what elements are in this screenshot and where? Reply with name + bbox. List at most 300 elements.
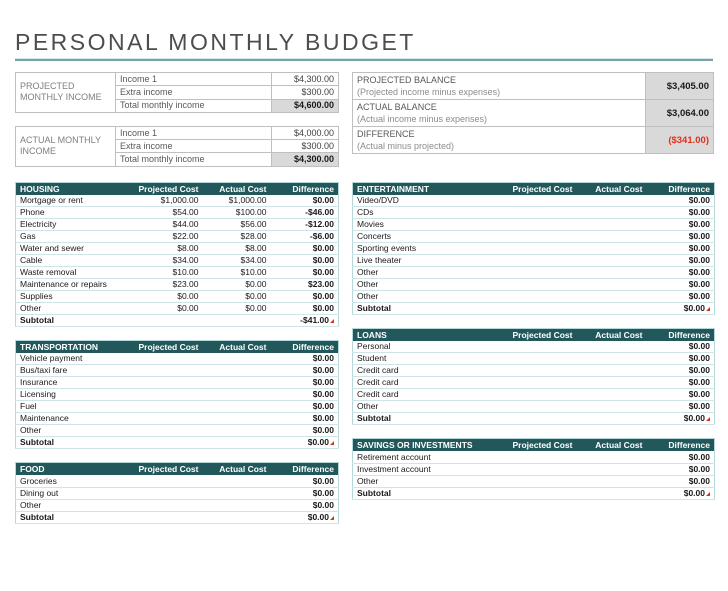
- value-cell[interactable]: $0.00: [647, 255, 715, 267]
- value-cell[interactable]: $0.00: [271, 243, 339, 255]
- category-cell[interactable]: Phone: [16, 207, 134, 219]
- table-row: [16, 303, 339, 315]
- column-header-cell[interactable]: Actual Cost: [203, 341, 271, 354]
- income-item-cell[interactable]: Extra income: [116, 86, 272, 99]
- value-cell[interactable]: [505, 353, 577, 365]
- table-row: [353, 475, 715, 487]
- table-row: [16, 231, 339, 243]
- category-cell[interactable]: Retirement account: [353, 451, 505, 463]
- subtotal-label-cell[interactable]: Subtotal: [16, 315, 134, 327]
- category-cell[interactable]: Maintenance: [16, 413, 134, 425]
- category-cell[interactable]: Dining out: [16, 487, 134, 499]
- subtotal-value-cell[interactable]: [577, 303, 647, 315]
- category-cell[interactable]: Student: [353, 353, 505, 365]
- transportation-table-container: [15, 340, 338, 449]
- value-cell[interactable]: $1,000.00: [134, 195, 203, 207]
- flag-icon: [706, 307, 710, 311]
- column-header-cell[interactable]: Projected Cost: [134, 341, 203, 354]
- header-row: [353, 183, 715, 196]
- table-row: [353, 219, 715, 231]
- value-cell[interactable]: $28.00: [203, 231, 271, 243]
- section-header-cell[interactable]: ENTERTAINMENT: [353, 183, 505, 196]
- value-cell[interactable]: [505, 279, 577, 291]
- balance-label-cell[interactable]: [353, 73, 646, 100]
- page-title: PERSONAL MONTHLY BUDGET: [15, 29, 416, 55]
- category-cell[interactable]: Fuel: [16, 401, 134, 413]
- balance-table: [352, 72, 714, 154]
- balance-difference-cell[interactable]: ($341.00): [646, 127, 714, 154]
- table-row: [16, 195, 339, 207]
- value-cell[interactable]: [203, 353, 271, 365]
- income-item-cell[interactable]: Total monthly income: [116, 153, 272, 166]
- value-cell[interactable]: $0.00: [271, 499, 339, 511]
- column-header-cell[interactable]: Projected Cost: [505, 329, 577, 342]
- value-cell[interactable]: $0.00: [134, 303, 203, 315]
- table-row: [16, 475, 339, 487]
- value-cell[interactable]: [203, 401, 271, 413]
- balance-description: (Projected income minus expenses): [357, 87, 501, 97]
- category-cell[interactable]: Other: [353, 475, 505, 487]
- value-cell[interactable]: $0.00: [271, 365, 339, 377]
- savings-table-container: [352, 438, 714, 499]
- value-cell[interactable]: -$46.00: [271, 207, 339, 219]
- balance-label-cell[interactable]: [353, 127, 646, 154]
- subtotal-label-cell[interactable]: Subtotal: [353, 303, 505, 315]
- category-cell[interactable]: Live theater: [353, 255, 505, 267]
- subtotal-value-cell[interactable]: [577, 413, 647, 425]
- value-cell[interactable]: $0.00: [271, 255, 339, 267]
- income-total-cell[interactable]: $4,600.00: [272, 99, 339, 112]
- value-cell[interactable]: [505, 219, 577, 231]
- table-row: [353, 377, 715, 389]
- value-cell[interactable]: $0.00: [271, 195, 339, 207]
- category-cell[interactable]: Electricity: [16, 219, 134, 231]
- column-header-cell[interactable]: Projected Cost: [134, 463, 203, 476]
- column-header-cell[interactable]: Difference: [271, 463, 339, 476]
- value-cell[interactable]: [203, 365, 271, 377]
- expense-table-entertainment: [352, 182, 715, 315]
- value-cell[interactable]: $0.00: [271, 401, 339, 413]
- balance-value-cell[interactable]: $3,405.00: [646, 73, 714, 100]
- table-row: [16, 255, 339, 267]
- value-cell[interactable]: [505, 341, 577, 353]
- table-row: [16, 389, 339, 401]
- header-row: [16, 183, 339, 196]
- column-header-cell[interactable]: Actual Cost: [577, 329, 647, 342]
- value-cell[interactable]: $0.00: [271, 389, 339, 401]
- section-header-cell[interactable]: SAVINGS OR INVESTMENTS: [353, 439, 505, 452]
- category-cell[interactable]: CDs: [353, 207, 505, 219]
- value-cell[interactable]: [134, 487, 203, 499]
- value-cell[interactable]: [577, 291, 647, 303]
- category-cell[interactable]: Maintenance or repairs: [16, 279, 134, 291]
- balance-section: [352, 72, 714, 182]
- table-row: [16, 207, 339, 219]
- income-value-cell[interactable]: $300.00: [272, 86, 339, 99]
- category-cell[interactable]: Vehicle payment: [16, 353, 134, 365]
- subtotal-label-cell[interactable]: Subtotal: [353, 413, 505, 425]
- value-cell[interactable]: $0.00: [647, 365, 715, 377]
- value-cell[interactable]: [577, 243, 647, 255]
- value-cell[interactable]: $0.00: [647, 463, 715, 475]
- value-cell[interactable]: [577, 255, 647, 267]
- value-cell[interactable]: $0.00: [647, 341, 715, 353]
- value-cell[interactable]: $1,000.00: [203, 195, 271, 207]
- value-cell[interactable]: $0.00: [271, 267, 339, 279]
- loans-table-container: [352, 328, 714, 425]
- value-cell[interactable]: [134, 425, 203, 437]
- subtotal-value-cell[interactable]: $0.00: [271, 511, 339, 523]
- table-row: [16, 401, 339, 413]
- category-cell[interactable]: Waste removal: [16, 267, 134, 279]
- value-cell[interactable]: [134, 413, 203, 425]
- table-row: [16, 365, 339, 377]
- subtotal-value-cell[interactable]: $0.00: [271, 437, 339, 449]
- section-header-cell[interactable]: LOANS: [353, 329, 505, 342]
- expense-table-housing: [15, 182, 339, 327]
- value-cell[interactable]: $0.00: [647, 353, 715, 365]
- table-row: [353, 401, 715, 413]
- value-cell[interactable]: $0.00: [271, 487, 339, 499]
- expenses-left-column: [15, 182, 338, 537]
- column-header-cell[interactable]: Actual Cost: [577, 439, 647, 452]
- value-cell[interactable]: [505, 231, 577, 243]
- category-cell[interactable]: Credit card: [353, 365, 505, 377]
- value-cell[interactable]: [203, 413, 271, 425]
- value-cell[interactable]: [505, 401, 577, 413]
- value-cell[interactable]: $0.00: [271, 475, 339, 487]
- income-total-cell[interactable]: $4,300.00: [272, 153, 339, 166]
- value-cell[interactable]: [577, 463, 647, 475]
- table-row: [353, 243, 715, 255]
- flag-icon: [330, 441, 334, 445]
- table-row: [353, 451, 715, 463]
- income-label-cell[interactable]: ACTUAL MONTHLY INCOME: [16, 126, 116, 166]
- header-row: [353, 329, 715, 342]
- value-cell[interactable]: $0.00: [647, 279, 715, 291]
- housing-table-container: [15, 182, 338, 327]
- income-value-cell[interactable]: $300.00: [272, 140, 339, 153]
- subtotal-value-cell[interactable]: $0.00: [647, 413, 715, 425]
- table-row: [16, 126, 339, 139]
- table-row: [353, 341, 715, 353]
- income-label-cell[interactable]: PROJECTED MONTHLY INCOME: [16, 73, 116, 113]
- value-cell[interactable]: [505, 195, 577, 207]
- income-value-cell[interactable]: $4,000.00: [272, 126, 339, 139]
- value-cell[interactable]: $0.00: [271, 353, 339, 365]
- table-row: [353, 291, 715, 303]
- category-cell[interactable]: Other: [353, 267, 505, 279]
- table-row: [16, 487, 339, 499]
- value-cell[interactable]: $0.00: [647, 219, 715, 231]
- income-item-cell[interactable]: Extra income: [116, 140, 272, 153]
- value-cell[interactable]: [203, 425, 271, 437]
- value-cell[interactable]: [577, 365, 647, 377]
- value-cell[interactable]: [505, 243, 577, 255]
- column-header-cell[interactable]: Actual Cost: [203, 463, 271, 476]
- category-cell[interactable]: Sporting events: [353, 243, 505, 255]
- section-header-cell[interactable]: FOOD: [16, 463, 134, 476]
- value-cell[interactable]: [505, 475, 577, 487]
- income-item-cell[interactable]: Total monthly income: [116, 99, 272, 112]
- category-cell[interactable]: Other: [353, 291, 505, 303]
- value-cell[interactable]: $10.00: [203, 267, 271, 279]
- value-cell[interactable]: [577, 401, 647, 413]
- header-row: [16, 463, 339, 476]
- section-header-cell[interactable]: TRANSPORTATION: [16, 341, 134, 354]
- subtotal-row: [353, 303, 715, 315]
- value-cell[interactable]: $54.00: [134, 207, 203, 219]
- category-cell[interactable]: Other: [353, 401, 505, 413]
- balance-row: [353, 100, 714, 127]
- category-cell[interactable]: Bus/taxi fare: [16, 365, 134, 377]
- value-cell[interactable]: $0.00: [647, 243, 715, 255]
- category-cell[interactable]: Other: [353, 279, 505, 291]
- value-cell[interactable]: $10.00: [134, 267, 203, 279]
- income-item-cell[interactable]: Income 1: [116, 73, 272, 86]
- value-cell[interactable]: [203, 475, 271, 487]
- category-cell[interactable]: Gas: [16, 231, 134, 243]
- value-cell[interactable]: [577, 279, 647, 291]
- column-header-cell[interactable]: Projected Cost: [505, 439, 577, 452]
- value-cell[interactable]: [505, 291, 577, 303]
- table-row: [16, 425, 339, 437]
- table-row: [353, 463, 715, 475]
- subtotal-row: [16, 315, 339, 327]
- value-cell[interactable]: [505, 255, 577, 267]
- category-cell[interactable]: Cable: [16, 255, 134, 267]
- value-cell[interactable]: [505, 207, 577, 219]
- value-cell[interactable]: $0.00: [647, 291, 715, 303]
- value-cell[interactable]: [577, 267, 647, 279]
- subtotal-value-cell[interactable]: $0.00: [647, 303, 715, 315]
- balance-description: (Actual income minus expenses): [357, 114, 488, 124]
- subtotal-row: [353, 487, 715, 499]
- value-cell[interactable]: $8.00: [203, 243, 271, 255]
- column-header-cell[interactable]: Difference: [647, 439, 715, 452]
- expenses-right-column: [352, 182, 714, 537]
- category-cell[interactable]: Other: [16, 303, 134, 315]
- balance-description: (Actual minus projected): [357, 141, 455, 151]
- value-cell[interactable]: $23.00: [271, 279, 339, 291]
- table-row: [16, 291, 339, 303]
- value-cell[interactable]: [203, 487, 271, 499]
- food-table-container: [15, 462, 338, 523]
- table-row: [353, 365, 715, 377]
- category-cell[interactable]: Other: [16, 425, 134, 437]
- expenses-section: [15, 182, 713, 537]
- subtotal-value-cell[interactable]: [134, 315, 203, 327]
- subtotal-value-cell[interactable]: [203, 315, 271, 327]
- category-cell[interactable]: Movies: [353, 219, 505, 231]
- value-cell[interactable]: $0.00: [647, 401, 715, 413]
- flag-icon: [330, 516, 334, 520]
- table-row: [353, 279, 715, 291]
- value-cell[interactable]: $0.00: [647, 267, 715, 279]
- value-cell[interactable]: $0.00: [203, 303, 271, 315]
- column-header-cell[interactable]: Actual Cost: [577, 183, 647, 196]
- subtotal-row: [353, 413, 715, 425]
- category-cell[interactable]: Groceries: [16, 475, 134, 487]
- value-cell[interactable]: $0.00: [647, 195, 715, 207]
- subtotal-value-cell[interactable]: [505, 487, 577, 499]
- table-row: [16, 413, 339, 425]
- subtotal-label-cell[interactable]: Subtotal: [353, 487, 505, 499]
- value-cell[interactable]: $0.00: [203, 279, 271, 291]
- balance-label: ACTUAL BALANCE: [357, 102, 437, 112]
- value-cell[interactable]: $56.00: [203, 219, 271, 231]
- table-row: [353, 389, 715, 401]
- value-cell[interactable]: [134, 389, 203, 401]
- value-cell[interactable]: [505, 377, 577, 389]
- value-cell[interactable]: $34.00: [134, 255, 203, 267]
- value-cell[interactable]: [134, 401, 203, 413]
- value-cell[interactable]: [134, 353, 203, 365]
- table-row: [353, 255, 715, 267]
- column-header-cell[interactable]: Difference: [647, 329, 715, 342]
- title-block: [15, 30, 713, 61]
- table-row: [16, 267, 339, 279]
- column-header-cell[interactable]: Projected Cost: [134, 183, 203, 196]
- value-cell[interactable]: $0.00: [647, 389, 715, 401]
- value-cell[interactable]: [577, 389, 647, 401]
- actual-income-table: [15, 126, 339, 167]
- value-cell[interactable]: [203, 499, 271, 511]
- subtotal-value-cell[interactable]: [134, 437, 203, 449]
- value-cell[interactable]: $0.00: [647, 231, 715, 243]
- value-cell[interactable]: $0.00: [271, 291, 339, 303]
- value-cell[interactable]: [577, 475, 647, 487]
- subtotal-value-cell[interactable]: -$41.00: [271, 315, 339, 327]
- table-row: [16, 73, 339, 86]
- summary-section: [15, 72, 713, 182]
- value-cell[interactable]: -$12.00: [271, 219, 339, 231]
- category-cell[interactable]: Credit card: [353, 389, 505, 401]
- table-row: [353, 267, 715, 279]
- table-row: [16, 243, 339, 255]
- subtotal-label-cell[interactable]: Subtotal: [16, 437, 134, 449]
- value-cell[interactable]: $44.00: [134, 219, 203, 231]
- balance-value-cell[interactable]: $3,064.00: [646, 100, 714, 127]
- expense-table-transportation: [15, 340, 339, 449]
- subtotal-value-cell[interactable]: [203, 437, 271, 449]
- value-cell[interactable]: $0.00: [271, 425, 339, 437]
- category-cell[interactable]: Licensing: [16, 389, 134, 401]
- subtotal-label-cell[interactable]: Subtotal: [16, 511, 134, 523]
- value-cell[interactable]: $0.00: [271, 377, 339, 389]
- spreadsheet-page: [0, 30, 728, 591]
- column-header-cell[interactable]: Actual Cost: [203, 183, 271, 196]
- value-cell[interactable]: [203, 389, 271, 401]
- category-cell[interactable]: Investment account: [353, 463, 505, 475]
- subtotal-value-cell[interactable]: [505, 303, 577, 315]
- value-cell[interactable]: $22.00: [134, 231, 203, 243]
- income-section: [15, 72, 338, 182]
- value-cell[interactable]: [577, 451, 647, 463]
- value-cell[interactable]: [134, 377, 203, 389]
- table-row: [353, 207, 715, 219]
- table-row: [353, 195, 715, 207]
- table-row: [353, 231, 715, 243]
- table-row: [16, 279, 339, 291]
- value-cell[interactable]: $0.00: [271, 413, 339, 425]
- balance-label: DIFFERENCE: [357, 129, 415, 139]
- value-cell[interactable]: $34.00: [203, 255, 271, 267]
- value-cell[interactable]: [577, 231, 647, 243]
- balance-label: PROJECTED BALANCE: [357, 75, 457, 85]
- category-cell[interactable]: Personal: [353, 341, 505, 353]
- value-cell[interactable]: [577, 353, 647, 365]
- table-row: [353, 353, 715, 365]
- value-cell[interactable]: $0.00: [647, 451, 715, 463]
- subtotal-value-cell[interactable]: [505, 413, 577, 425]
- flag-icon: [330, 319, 334, 323]
- value-cell[interactable]: [577, 219, 647, 231]
- category-cell[interactable]: Water and sewer: [16, 243, 134, 255]
- value-cell[interactable]: [577, 195, 647, 207]
- value-cell[interactable]: [203, 377, 271, 389]
- value-cell[interactable]: [577, 207, 647, 219]
- value-cell[interactable]: $0.00: [134, 291, 203, 303]
- value-cell[interactable]: $0.00: [271, 303, 339, 315]
- table-row: [16, 353, 339, 365]
- value-cell[interactable]: [577, 377, 647, 389]
- income-value-cell[interactable]: $4,300.00: [272, 73, 339, 86]
- expense-table-food: [15, 462, 339, 523]
- value-cell[interactable]: [505, 365, 577, 377]
- value-cell[interactable]: [505, 267, 577, 279]
- category-cell[interactable]: Other: [16, 499, 134, 511]
- column-header-cell[interactable]: Difference: [271, 183, 339, 196]
- category-cell[interactable]: Credit card: [353, 377, 505, 389]
- value-cell[interactable]: [134, 475, 203, 487]
- value-cell[interactable]: [134, 365, 203, 377]
- subtotal-value-cell[interactable]: [577, 487, 647, 499]
- subtotal-row: [16, 511, 339, 523]
- subtotal-value-cell[interactable]: [134, 511, 203, 523]
- income-item-cell[interactable]: Income 1: [116, 126, 272, 139]
- value-cell[interactable]: $0.00: [647, 377, 715, 389]
- column-header-cell[interactable]: Projected Cost: [505, 183, 577, 196]
- value-cell[interactable]: [505, 463, 577, 475]
- section-header-cell[interactable]: HOUSING: [16, 183, 134, 196]
- value-cell[interactable]: [505, 389, 577, 401]
- value-cell[interactable]: [577, 341, 647, 353]
- value-cell[interactable]: $0.00: [203, 291, 271, 303]
- value-cell[interactable]: $100.00: [203, 207, 271, 219]
- header-row: [16, 341, 339, 354]
- projected-income-table: [15, 72, 339, 113]
- column-header-cell[interactable]: Difference: [271, 341, 339, 354]
- category-cell[interactable]: Video/DVD: [353, 195, 505, 207]
- value-cell[interactable]: $23.00: [134, 279, 203, 291]
- column-header-cell[interactable]: Difference: [647, 183, 715, 196]
- category-cell[interactable]: Supplies: [16, 291, 134, 303]
- balance-label-cell[interactable]: [353, 100, 646, 127]
- subtotal-value-cell[interactable]: $0.00: [647, 487, 715, 499]
- subtotal-value-cell[interactable]: [203, 511, 271, 523]
- category-cell[interactable]: Mortgage or rent: [16, 195, 134, 207]
- value-cell[interactable]: [134, 499, 203, 511]
- category-cell[interactable]: Insurance: [16, 377, 134, 389]
- value-cell[interactable]: $8.00: [134, 243, 203, 255]
- category-cell[interactable]: Concerts: [353, 231, 505, 243]
- value-cell[interactable]: -$6.00: [271, 231, 339, 243]
- balance-row: [353, 73, 714, 100]
- value-cell[interactable]: $0.00: [647, 207, 715, 219]
- value-cell[interactable]: [505, 451, 577, 463]
- value-cell[interactable]: $0.00: [647, 475, 715, 487]
